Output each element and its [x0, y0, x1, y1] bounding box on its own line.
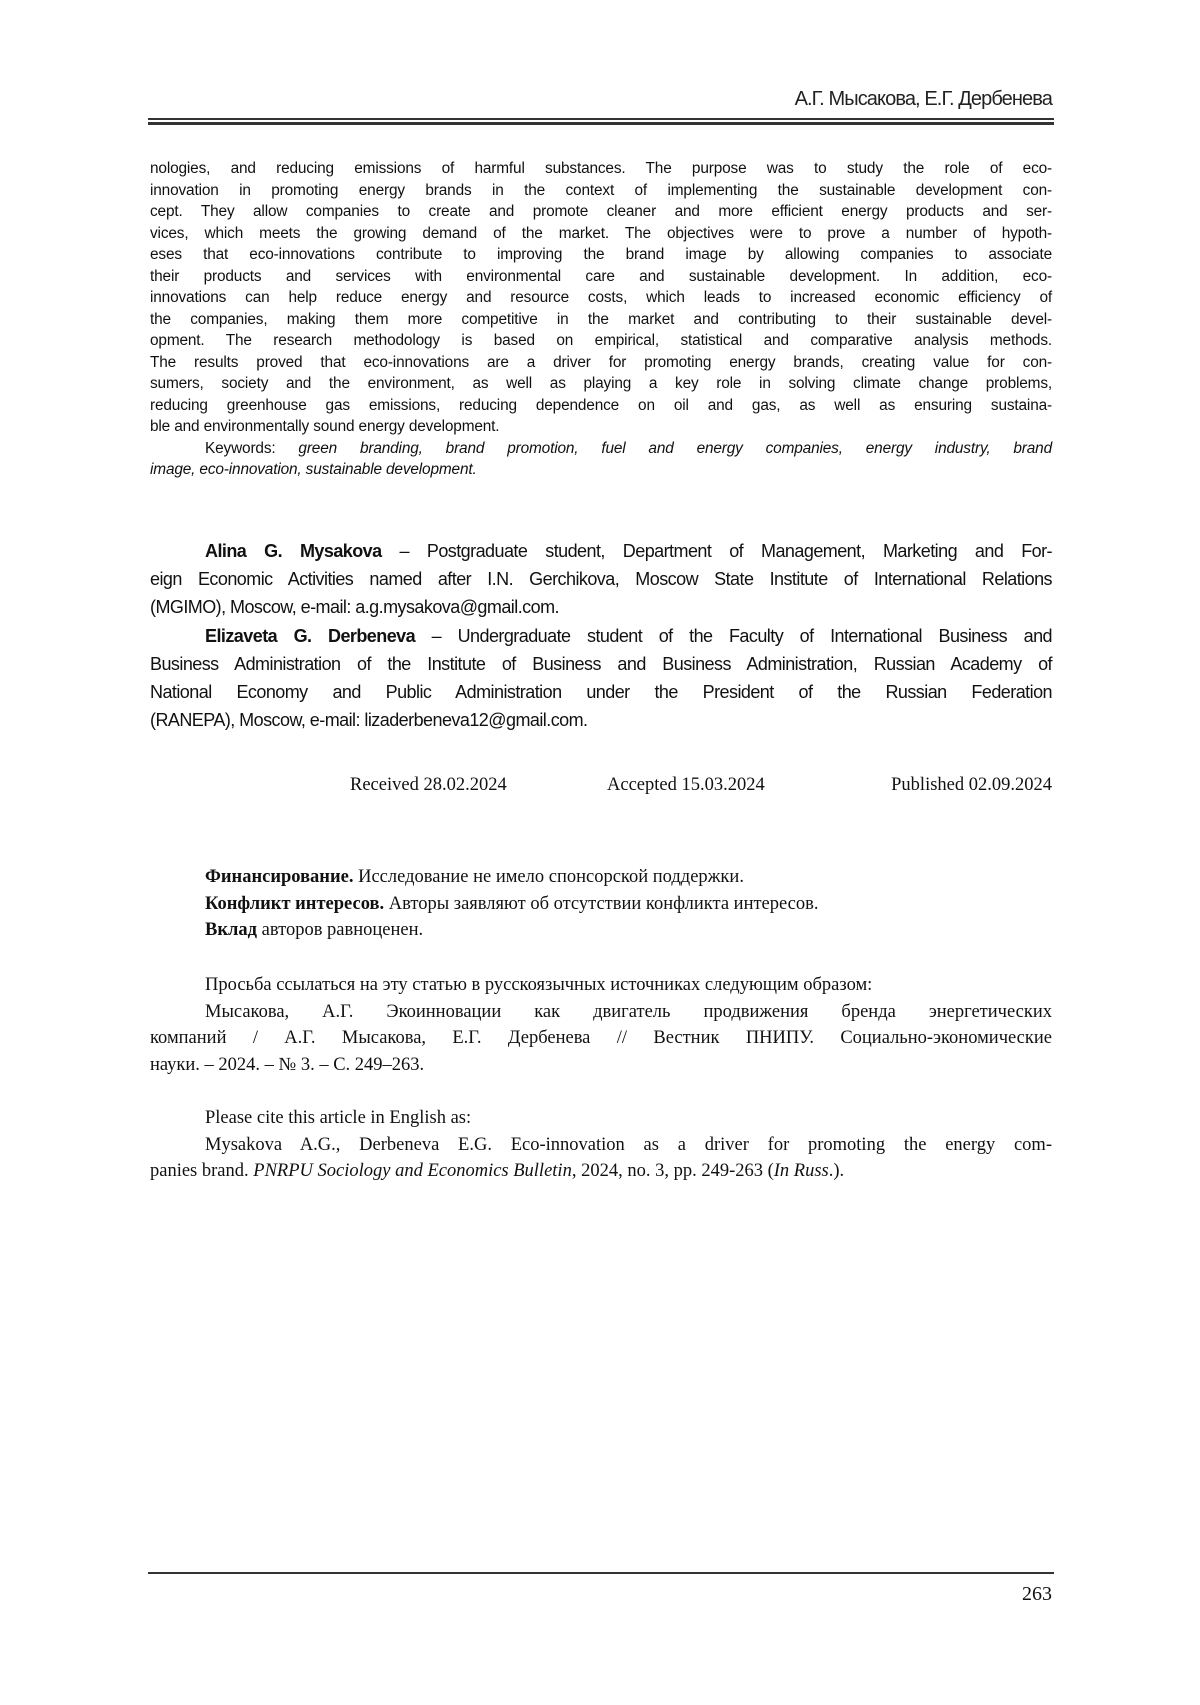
text-line: [150, 593, 1052, 621]
text-segment: Просьба ссылаться на эту статью в русскоязычных источниках следующим образом:: [205, 975, 873, 995]
text-line: [150, 864, 1052, 891]
text-line: [150, 917, 1052, 944]
text-segment: Please cite this article in English as:: [205, 1108, 472, 1128]
text-line: [150, 1025, 1052, 1052]
text-segment: ble and environmentally sound energy development.: [150, 418, 500, 435]
text-line: [150, 891, 1052, 918]
text-line: [150, 459, 1052, 481]
text-segment: reducing greenhouse gas emissions, reducing dependence on oil and gas, as well as ensuring sustaina-: [150, 396, 1052, 414]
text-line: [150, 201, 1052, 223]
text-segment: cept. They allow companies to create and promote cleaner and more efficient energy products and ser-: [150, 203, 1052, 220]
text-segment: (MGIMO), Moscow, e-mail: a.g.mysakova@gmail.com.: [150, 597, 559, 618]
text-line: [150, 352, 1052, 374]
text-line: [150, 622, 1052, 650]
received-date: Received 28.02.2024: [350, 775, 507, 795]
text-segment: .).: [828, 1161, 845, 1182]
text-line: [150, 244, 1052, 266]
text-line: [150, 1132, 1052, 1159]
author-info: [150, 537, 1052, 734]
bold-text: Конфликт интересов.: [205, 893, 385, 914]
bold-text: Elizaveta G. Derbeneva: [205, 625, 416, 646]
text-line: [150, 650, 1052, 678]
text-segment: their products and services with environmental care and sustainable development. In addition, eco-: [150, 267, 1052, 285]
text-segment: Исследование не имело спонсорской поддержки.: [353, 867, 744, 887]
text-line: [150, 1052, 1052, 1079]
italic-text: In Russ: [773, 1161, 829, 1182]
text-segment: (RANEPA), Moscow, e-mail: lizaderbeneva12@gmail.com.: [150, 710, 588, 731]
text-line: [150, 158, 1052, 180]
text-segment: sumers, society and the environment, as well as playing a key role in solving climate change problems,: [150, 375, 1052, 392]
footer-rule: [148, 1572, 1054, 1574]
bold-text: Вклад: [205, 920, 257, 941]
text-line: [150, 1158, 1052, 1185]
text-segment: Keywords:: [205, 439, 299, 457]
text-segment: innovations can help reduce energy and resource costs, which leads to increased economic efficiency of: [150, 289, 1052, 306]
bold-text: Финансирование.: [205, 867, 354, 887]
text-segment: Мысакова, А.Г. Экоинновации как двигатель продвижения бренда энергетических: [205, 1001, 1052, 1022]
text-line: [150, 972, 1052, 999]
text-segment: – Undergraduate student of the Faculty of International Business and: [415, 625, 1053, 646]
citation-english: [150, 1105, 1052, 1185]
text-line: [150, 180, 1052, 202]
header-rule: [148, 118, 1054, 120]
text-line: [150, 330, 1052, 352]
text-segment: the companies, making them more competitive in the market and contributing to their sustainable devel-: [150, 310, 1052, 328]
text-line: [150, 678, 1052, 706]
abstract: [150, 158, 1052, 481]
text-line: [150, 373, 1052, 395]
italic-text: green branding, brand promotion, fuel and energy companies, energy industry, brand: [298, 439, 1053, 457]
text-line: [150, 565, 1052, 593]
accepted-date: Accepted 15.03.2024: [607, 775, 765, 795]
text-segment: компаний / А.Г. Мысакова, Е.Г. Дербенева // Вестник ПНИПУ. Социально-экономические: [150, 1028, 1052, 1049]
text-segment: The results proved that eco-innovations are a driver for promoting energy brands, creating value for con-: [150, 353, 1052, 371]
text-segment: , 2024, no. 3, pp. 249-263 (: [571, 1161, 774, 1182]
text-line: [150, 395, 1052, 417]
text-segment: eses that eco-innovations contribute to improving the brand image by allowing companies to associate: [150, 246, 1052, 263]
text-segment: Business Administration of the Institute of Business and Business Administration, Russian Academy of: [150, 653, 1052, 674]
text-segment: Авторы заявляют об отсутствии конфликта интересов.: [384, 893, 819, 914]
text-line: [150, 266, 1052, 288]
text-line: [150, 537, 1052, 565]
citation-russian: [150, 972, 1052, 1078]
text-line: [150, 287, 1052, 309]
text-segment: eign Economic Activities named after I.N. Gerchikova, Moscow State Institute of International Relations: [150, 569, 1052, 590]
text-segment: Mysakova A.G., Derbeneva E.G. Eco-innovation as a driver for promoting the energy com-: [205, 1134, 1052, 1155]
italic-text: PNRPU Sociology and Economics Bulletin: [253, 1161, 572, 1182]
bold-text: Alina G. Mysakova: [205, 541, 382, 561]
text-line: [150, 999, 1052, 1026]
header-rule-thick: [148, 122, 1054, 125]
text-line: [150, 438, 1052, 460]
text-segment: National Economy and Public Administration under the President of the Russian Federation: [150, 682, 1052, 703]
text-segment: nologies, and reducing emissions of harmful substances. The purpose was to study the role of eco-: [150, 160, 1052, 177]
text-line: [150, 1105, 1052, 1132]
text-line: [150, 706, 1052, 734]
running-header: А.Г. Мысакова, Е.Г. Дербенева: [794, 88, 1052, 110]
text-segment: авторов равноценен.: [257, 920, 424, 941]
text-segment: opment. The research methodology is based on empirical, statistical and comparative analysis methods.: [150, 332, 1052, 349]
text-line: [150, 416, 1052, 438]
text-line: [150, 309, 1052, 331]
text-segment: innovation in promoting energy brands in the context of implementing the sustainable development con-: [150, 181, 1052, 199]
text-segment: vices, which meets the growing demand of the market. The objectives were to prove a number of hypoth-: [150, 224, 1052, 242]
text-segment: panies brand.: [150, 1161, 254, 1182]
published-date: Published 02.09.2024: [891, 775, 1052, 795]
text-segment: – Postgraduate student, Department of Management, Marketing and For-: [381, 541, 1052, 561]
text-segment: науки. – 2024. – № 3. – С. 249–263.: [150, 1054, 425, 1075]
italic-text: image, eco-innovation, sustainable development.: [150, 461, 477, 478]
funding-statements: [150, 864, 1052, 944]
page-number: 263: [1022, 1583, 1052, 1605]
text-line: [150, 223, 1052, 245]
